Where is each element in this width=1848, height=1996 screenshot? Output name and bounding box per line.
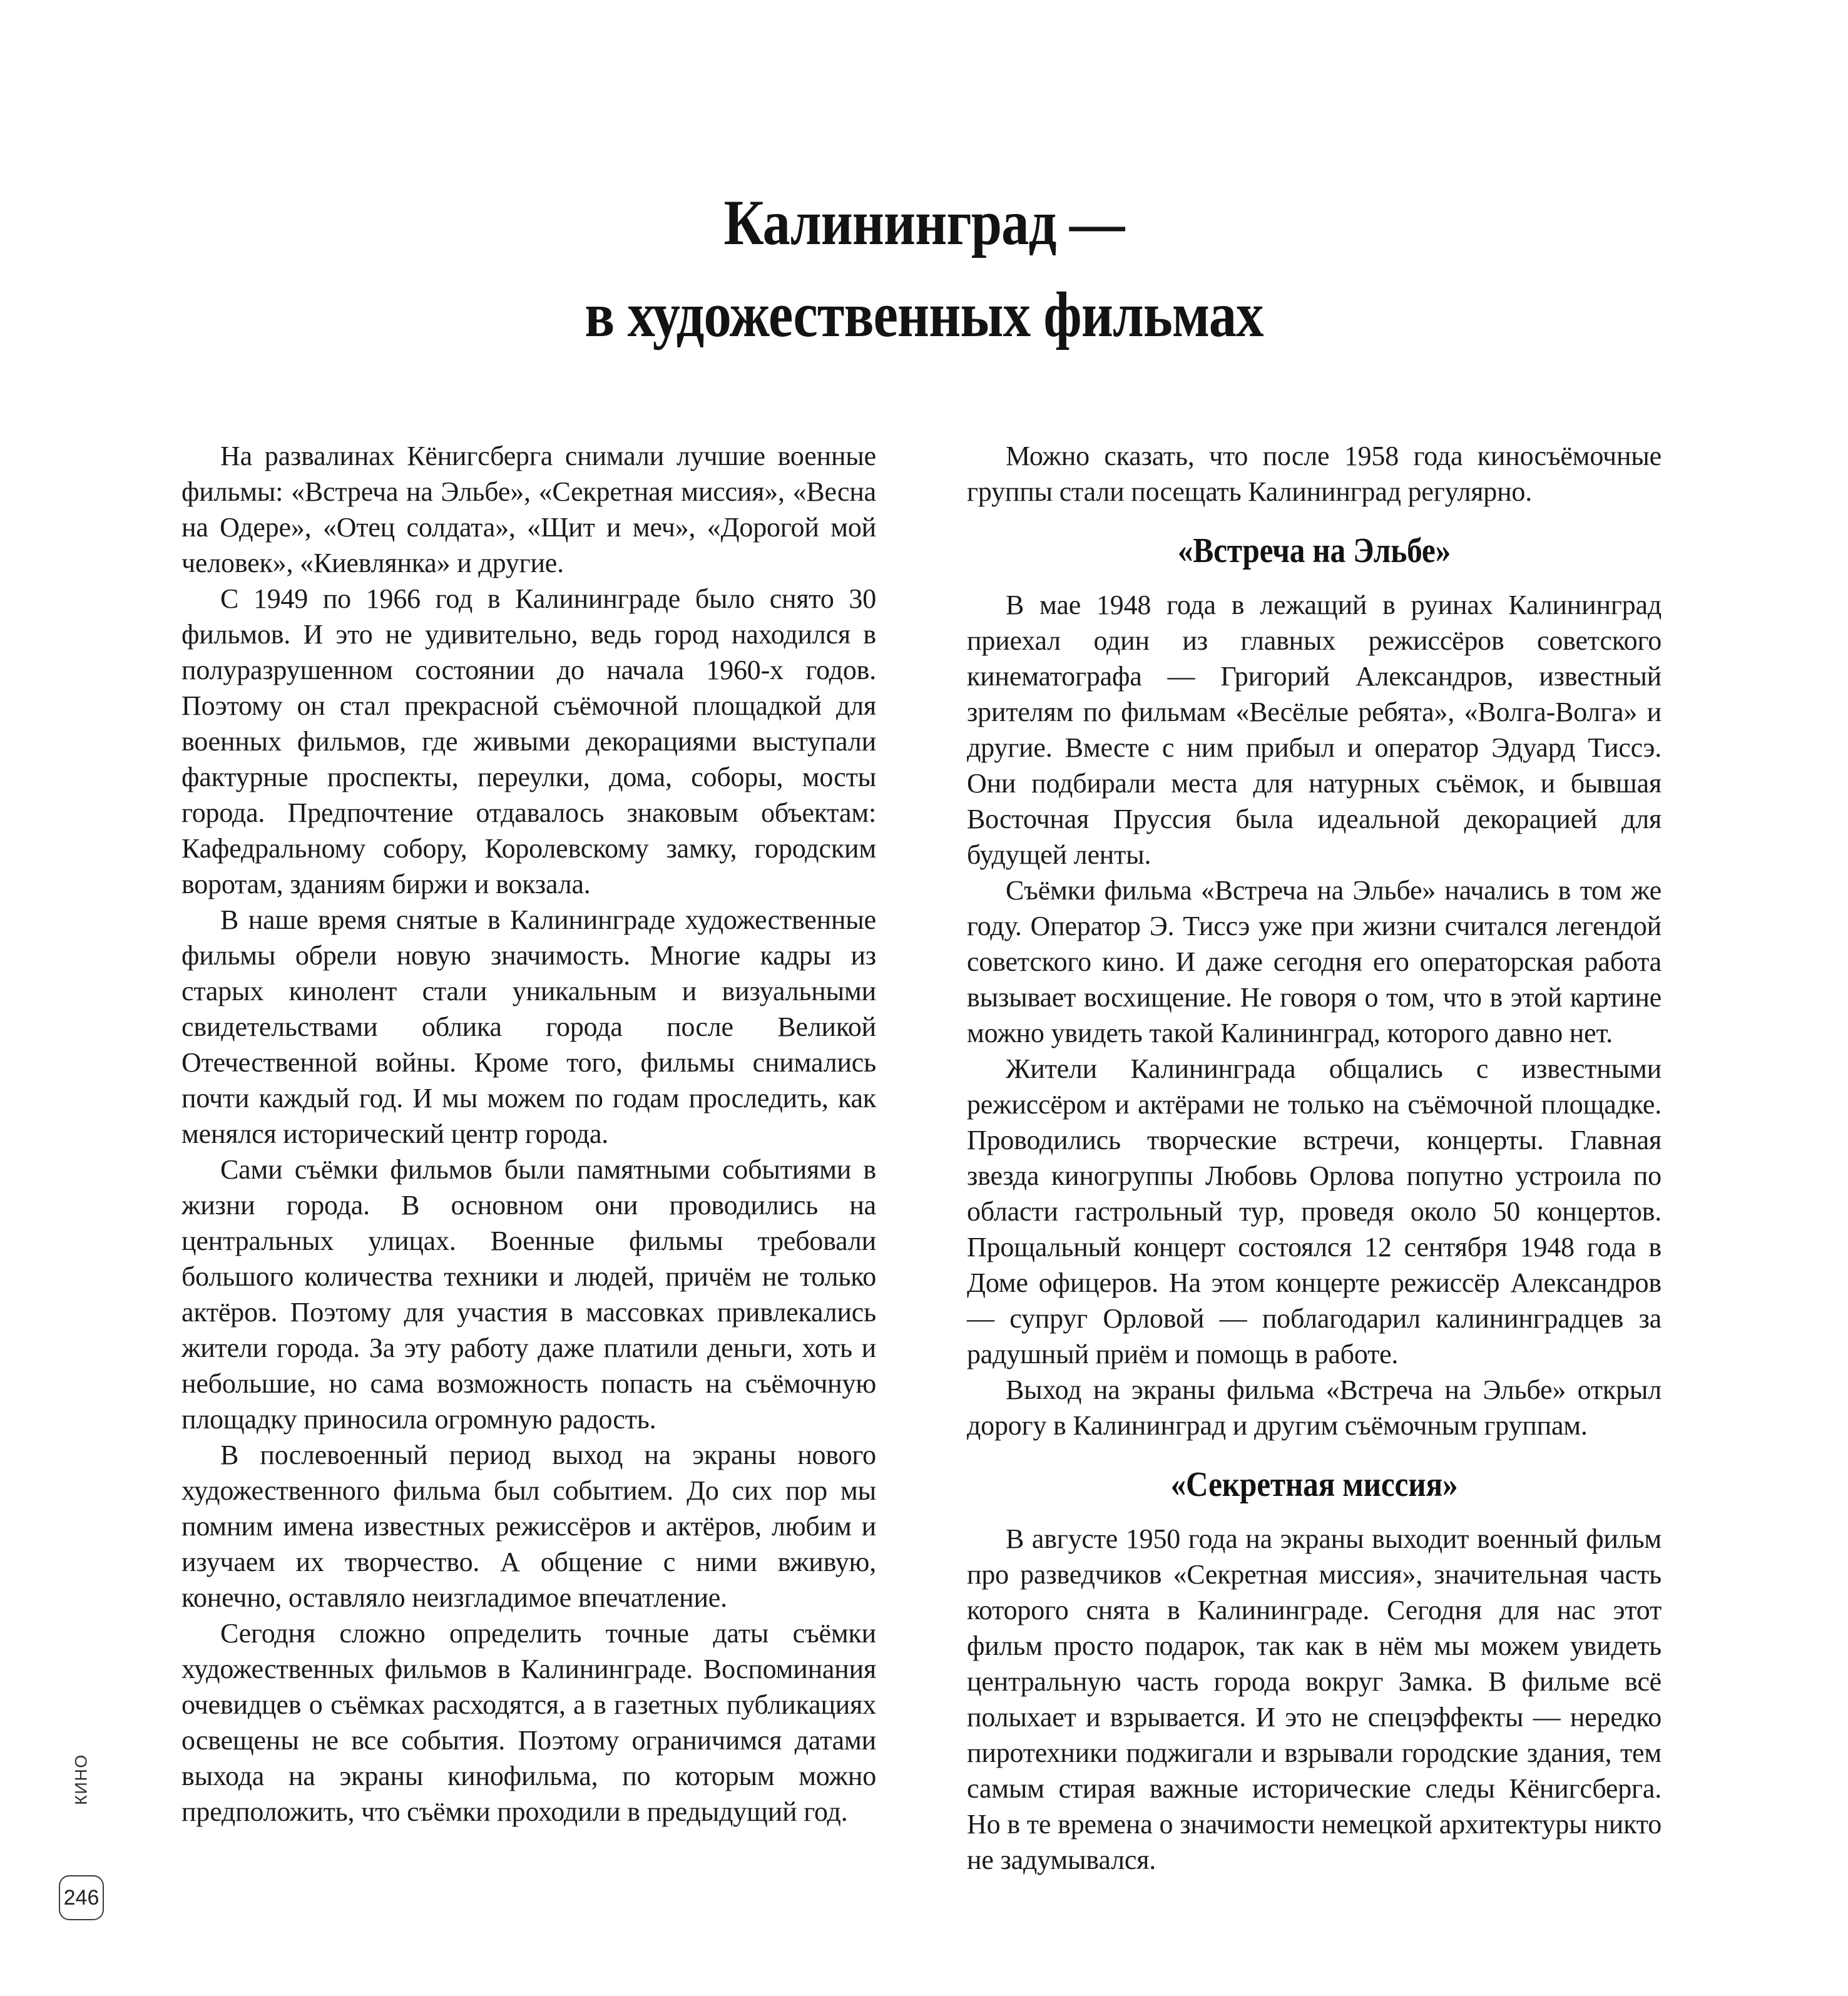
page-title-line1: Калининград — xyxy=(723,187,1125,258)
body-paragraph: Можно сказать, что после 1958 года киносъёмочные группы стали посещать Калининград регулярно. xyxy=(967,441,1662,507)
body-paragraph: Выход на экраны фильма «Встреча на Эльбе» открыл дорогу в Калининград и другим съёмочным группам. xyxy=(967,1374,1662,1441)
page-number-box xyxy=(59,1875,104,1920)
page-title xyxy=(130,177,1719,361)
body-paragraph: Сами съёмки фильмов были памятными событиями в жизни города. В основном они проводились на центральных улицах. Военные фильмы требовали большого количества техники и людей, причём не только актёров. Поэтому для участия в массовках привлекались жители города. За эту работу даже платили деньги, хоть и небольшие, но сама возможность попасть на съёмочную площадку приносила огромную радость. xyxy=(181,1154,876,1435)
body-paragraph: На развалинах Кёнигсберга снимали лучшие военные фильмы: «Встреча на Эльбе», «Секретная миссия», «Весна на Одере», «Отец солдата», «Щит и меч», «Дорогой мой человек», «Киевлянка» и другие. xyxy=(181,441,876,578)
body-paragraph: Сегодня сложно определить точные даты съёмки художественных фильмов в Калининграде. Воспоминания очевидцев о съёмках расходятся, а в газетных публикациях освещены не все события. Поэтому ограничимся датами выхода на экраны кинофильма, по которым можно предположить, что съёмки проходили в предыдущий год. xyxy=(181,1618,876,1827)
body-paragraph: Съёмки фильма «Встреча на Эльбе» начались в том же году. Оператор Э. Тиссэ уже при жизни считался легендой советского кино. И даже сегодня его операторская работа вызывает восхищение. Не говоря о том, что в этой картине можно увидеть такой Калининград, которого давно нет. xyxy=(967,875,1662,1048)
body-paragraph: Жители Калининграда общались с известными режиссёром и актёрами не только на съёмочной площадке. Проводились творческие встречи, концерты. Главная звезда киногруппы Любовь Орлова попутно устроила по области гастрольный тур, проведя около 50 концертов. Прощальный концерт состоялся 12 сентября 1948 года в Доме офицеров. На этом концерте режиссёр Александров — супруг Орловой — поблагодарил калининградцев за радушный приём и помощь в работе. xyxy=(967,1053,1662,1369)
body-paragraph: В мае 1948 года в лежащий в руинах Калининград приехал один из главных режиссёров советского кинематографа — Григорий Александров, известный зрителям по фильмам «Весёлые ребята», «Волга-Волга» и другие. Вместе с ним прибыл и оператор Эдуард Тиссэ. Они подбирали места для натурных съёмок, и бывшая Восточная Пруссия была идеальной декорацией для будущей ленты. xyxy=(967,590,1662,870)
text-columns xyxy=(181,438,1662,1878)
left-column xyxy=(181,438,876,1878)
body-paragraph: В наше время снятые в Калининграде художественные фильмы обрели новую значимость. Многие кадры из старых кинолент стали уникальным и визуальными свидетельствами облика города после Великой Отечественной войны. Кроме того, фильмы снимались почти каждый год. И мы можем по годам проследить, как менялся исторический центр города. xyxy=(181,904,876,1149)
right-column xyxy=(967,438,1662,1878)
body-paragraph: В августе 1950 года на экраны выходит военный фильм про разведчиков «Секретная миссия», значительная часть которого снята в Калининграде. Сегодня для нас этот фильм просто подарок, так как в нём мы можем увидеть центральную часть города вокруг Замка. В фильме всё полыхает и взрывается. И это не спецэффекты — нередко пиротехники поджигали и взрывали городские здания, тем самым стирая важные исторические следы Кёнигсберга. Но в те времена о значимости немецкой архитектуры никто не задумывался. xyxy=(967,1523,1662,1875)
section-heading-vstrecha-na-elbe: «Встреча на Эльбе» xyxy=(1177,531,1451,570)
section-heading-sekretnaya-missiya: «Секретная миссия» xyxy=(1170,1465,1458,1504)
page-title-line2: в художественных фильмах xyxy=(585,279,1263,351)
body-paragraph: В послевоенный период выход на экраны нового художественного фильма был событием. До сих пор мы помним имена известных режиссёров и актёров, любим и изучаем их творчество. А общение с ними вживую, конечно, оставляло неизгладимое впечатление. xyxy=(181,1440,876,1613)
rubric-label: КИНО xyxy=(71,1754,91,1805)
page-number: 246 xyxy=(63,1885,100,1910)
body-paragraph: С 1949 по 1966 год в Калининграде было снято 30 фильмов. И это не удивительно, ведь город находился в полуразрушенном состоянии до начала 1960-х годов. Поэтому он стал прекрасной съёмочной площадкой для военных фильмов, где живыми декорациями выступали фактурные проспекты, переулки, дома, соборы, мосты города. Предпочтение отдавалось знаковым объектам: Кафедральному собору, Королевскому замку, городским воротам, зданиям биржи и вокзала. xyxy=(181,583,876,899)
